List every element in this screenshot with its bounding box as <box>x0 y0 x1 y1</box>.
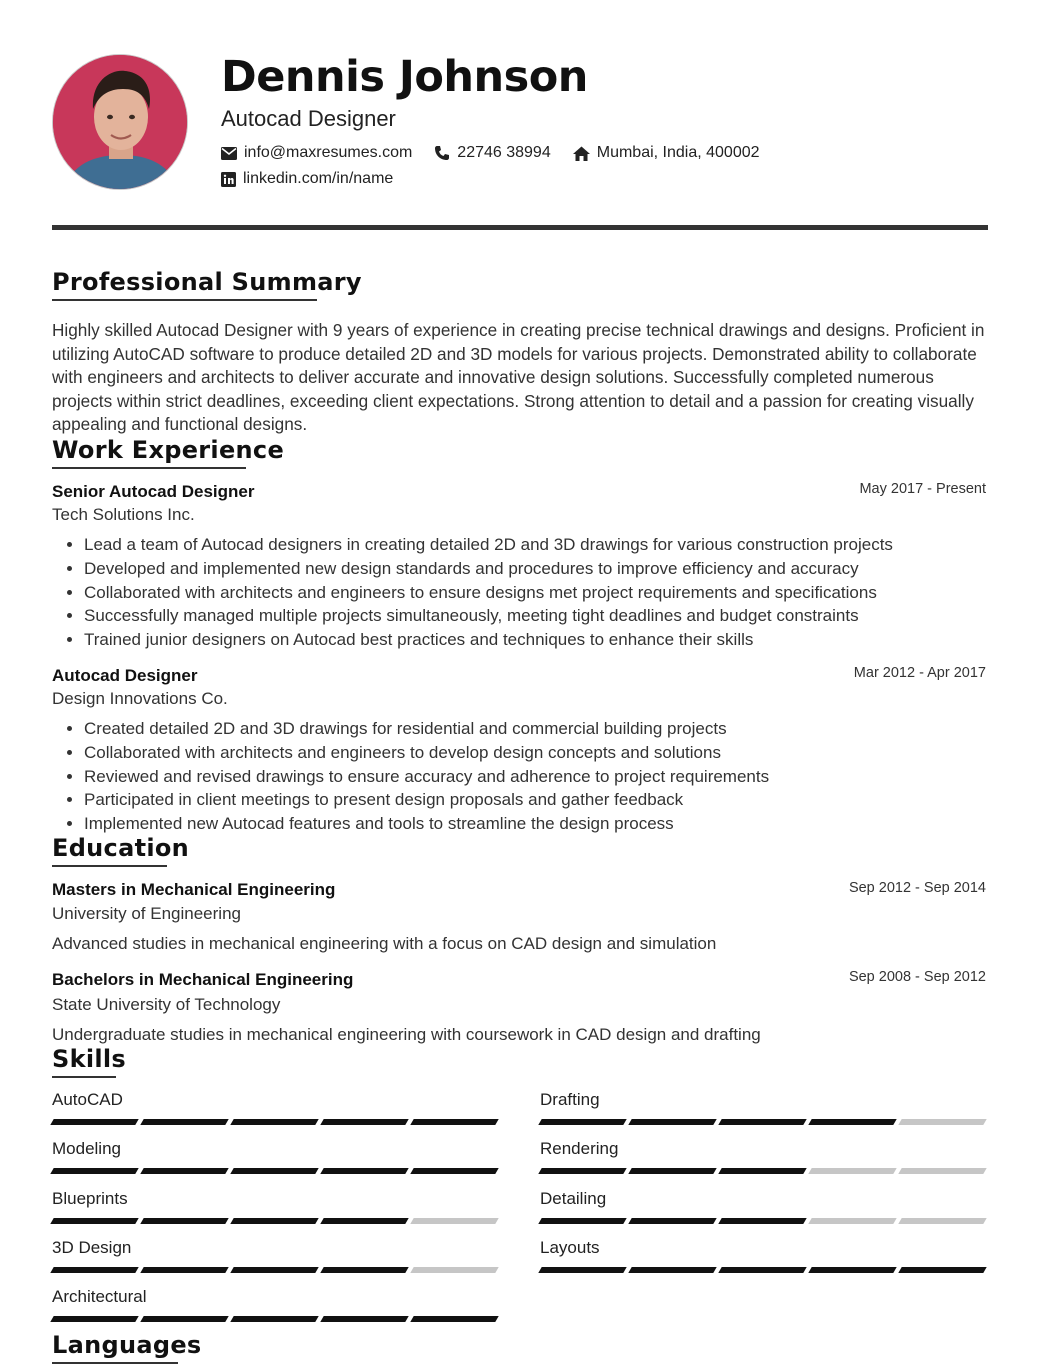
skill-level-segment <box>230 1119 318 1125</box>
skill-level-segment <box>50 1316 138 1322</box>
degree-description: Advanced studies in mechanical engineering with a focus on CAD design and simulation <box>52 934 717 953</box>
skill-level-segment <box>140 1218 228 1224</box>
skill-level-segment <box>50 1218 138 1224</box>
education-heading-text: Education <box>52 834 190 862</box>
skill-level-segment <box>538 1119 626 1125</box>
skills-heading-text: Skills <box>52 1045 127 1073</box>
contact-row <box>221 144 760 162</box>
degree-title: Bachelors in Mechanical Engineering <box>52 970 354 989</box>
contact-phone[interactable] <box>434 144 550 162</box>
skill-name: 3D Design <box>52 1237 132 1257</box>
skill-item <box>540 1090 988 1125</box>
summary-text: Highly skilled Autocad Designer with 9 years of experience in creating precise technical drawings and designs. Proficient in utilizing AutoCAD software to produce detailed 2D and 3D models for various projects. Demonstrated ability to collaborate with engineers and architects to deliver accurate and innovative design solutions. Successfully completed numerous projects within strict deadlines, exceeding client expectations. Strong attention to detail and a passion for creating visually appealing and functional designs. <box>52 320 985 434</box>
list-item: • Trained junior designers on Autocad best practices and techniques to enhance their skills <box>84 628 988 652</box>
skill-name: Rendering <box>540 1139 619 1159</box>
skill-level-segment <box>538 1218 626 1224</box>
header-divider <box>52 225 988 230</box>
skill-level-segment <box>230 1168 318 1174</box>
skill-level-segment <box>320 1119 408 1125</box>
skill-level-segment <box>140 1119 228 1125</box>
list-item: • Collaborated with architects and engineers to ensure designs met project requirements and specifications <box>84 581 988 605</box>
linkedin-icon <box>221 172 236 187</box>
skill-level-segment <box>140 1168 228 1174</box>
skill-level-segment <box>898 1267 986 1273</box>
skill-level-segment <box>320 1218 408 1224</box>
skill-name: Modeling <box>52 1139 121 1159</box>
skill-level-segment <box>140 1267 228 1273</box>
skill-level-bar <box>540 1119 988 1125</box>
skill-level-segment <box>538 1267 626 1273</box>
skill-name: Blueprints <box>52 1188 128 1208</box>
skill-level-segment <box>320 1316 408 1322</box>
skill-level-segment <box>320 1267 408 1273</box>
skill-level-bar <box>52 1267 500 1273</box>
skill-level-bar <box>52 1316 500 1322</box>
list-item: • Reviewed and revised drawings to ensure accuracy and adherence to project requirements <box>84 765 988 789</box>
degree-title: Masters in Mechanical Engineering <box>52 880 336 899</box>
skill-level-segment <box>50 1119 138 1125</box>
skill-name: AutoCAD <box>52 1090 123 1109</box>
skill-level-segment <box>628 1218 716 1224</box>
skill-level-bar <box>540 1267 988 1273</box>
skill-level-segment <box>320 1168 408 1174</box>
skill-level-bar <box>540 1218 988 1224</box>
skill-level-segment <box>628 1267 716 1273</box>
skill-level-segment <box>410 1119 498 1125</box>
contact-row-2 <box>221 170 393 188</box>
job-dates: Mar 2012 - Apr 2017 <box>853 665 986 681</box>
skill-level-segment <box>898 1168 986 1174</box>
job-bullets <box>52 533 988 652</box>
skill-item <box>52 1189 500 1224</box>
skill-level-segment <box>230 1316 318 1322</box>
skill-item <box>52 1287 500 1322</box>
skill-item <box>540 1139 988 1174</box>
profile-photo <box>52 54 188 190</box>
skill-level-segment <box>808 1218 896 1224</box>
skill-item <box>52 1139 500 1174</box>
skill-level-segment <box>230 1267 318 1273</box>
skill-level-bar <box>52 1218 500 1224</box>
skill-level-bar <box>540 1168 988 1174</box>
list-item: • Participated in client meetings to present design proposals and gather feedback <box>84 788 988 812</box>
list-item: • Implemented new Autocad features and tools to streamline the design process <box>84 812 988 836</box>
list-item: • Created detailed 2D and 3D drawings for residential and commercial building projects <box>84 717 988 741</box>
phone-text: 22746 38994 <box>457 144 551 161</box>
degree-description: Undergraduate studies in mechanical engineering with coursework in CAD design and drafting <box>52 1025 761 1044</box>
job-title: Senior Autocad Designer <box>52 482 255 501</box>
candidate-name: Dennis Johnson <box>221 52 588 102</box>
envelope-icon <box>221 147 237 160</box>
languages-heading-text: Languages <box>52 1331 202 1359</box>
section-heading-education <box>52 834 189 862</box>
skill-level-segment <box>410 1316 498 1322</box>
job-company: Tech Solutions Inc. <box>52 505 195 524</box>
school-name: State University of Technology <box>52 995 281 1014</box>
job-bullets <box>52 717 988 836</box>
experience-heading-text: Work Experience <box>52 436 285 464</box>
section-heading-languages <box>52 1331 201 1359</box>
linkedin-text: linkedin.com/in/name <box>243 170 394 187</box>
skill-item <box>540 1189 988 1224</box>
school-name: University of Engineering <box>52 904 241 923</box>
skill-level-segment <box>230 1218 318 1224</box>
job-title: Autocad Designer <box>52 666 198 685</box>
skill-item <box>540 1238 988 1273</box>
section-heading-summary <box>52 268 362 296</box>
contact-linkedin[interactable] <box>221 170 393 188</box>
skill-item <box>52 1238 500 1273</box>
job-dates: May 2017 - Present <box>859 481 986 497</box>
skill-level-segment <box>538 1168 626 1174</box>
skill-level-segment <box>808 1168 896 1174</box>
skill-level-bar <box>52 1119 500 1125</box>
job-company: Design Innovations Co. <box>52 689 228 708</box>
list-item: • Developed and implemented new design standards and procedures to improve efficiency and accuracy <box>84 557 988 581</box>
contact-location <box>573 144 760 162</box>
degree-dates: Sep 2012 - Sep 2014 <box>848 880 986 896</box>
list-item: • Lead a team of Autocad designers in creating detailed 2D and 3D drawings for various construction projects <box>84 533 988 557</box>
skill-level-segment <box>628 1168 716 1174</box>
resume-header <box>52 54 988 194</box>
skill-level-segment <box>50 1267 138 1273</box>
location-text: Mumbai, India, 400002 <box>596 144 760 161</box>
skill-level-segment <box>628 1119 716 1125</box>
degree-dates: Sep 2008 - Sep 2012 <box>848 969 986 985</box>
skill-level-segment <box>898 1218 986 1224</box>
skill-level-segment <box>410 1218 498 1224</box>
skill-level-segment <box>718 1267 806 1273</box>
candidate-title: Autocad Designer <box>221 106 396 131</box>
skill-level-segment <box>718 1119 806 1125</box>
list-item: • Successfully managed multiple projects simultaneously, meeting tight deadlines and budget constraints <box>84 604 988 628</box>
summary-heading-text: Professional Summary <box>52 268 362 296</box>
section-heading-experience <box>52 436 284 464</box>
skill-level-segment <box>140 1316 228 1322</box>
skill-level-segment <box>898 1119 986 1125</box>
home-icon <box>573 146 590 161</box>
skill-name: Drafting <box>540 1090 600 1109</box>
skill-name: Layouts <box>540 1237 600 1257</box>
skill-item <box>52 1090 500 1125</box>
skill-level-segment <box>718 1168 806 1174</box>
skill-level-segment <box>808 1267 896 1273</box>
skill-name: Detailing <box>540 1188 607 1208</box>
skill-name: Architectural <box>52 1287 147 1307</box>
phone-icon <box>434 145 450 161</box>
skill-level-segment <box>410 1267 498 1273</box>
email-text: info@maxresumes.com <box>244 144 413 161</box>
skill-level-bar <box>52 1168 500 1174</box>
list-item: • Collaborated with architects and engineers to develop design concepts and solutions <box>84 741 988 765</box>
skill-level-segment <box>718 1218 806 1224</box>
section-heading-skills <box>52 1045 126 1073</box>
skill-level-segment <box>50 1168 138 1174</box>
skill-level-segment <box>808 1119 896 1125</box>
skill-level-segment <box>410 1168 498 1174</box>
contact-email[interactable] <box>221 144 412 162</box>
